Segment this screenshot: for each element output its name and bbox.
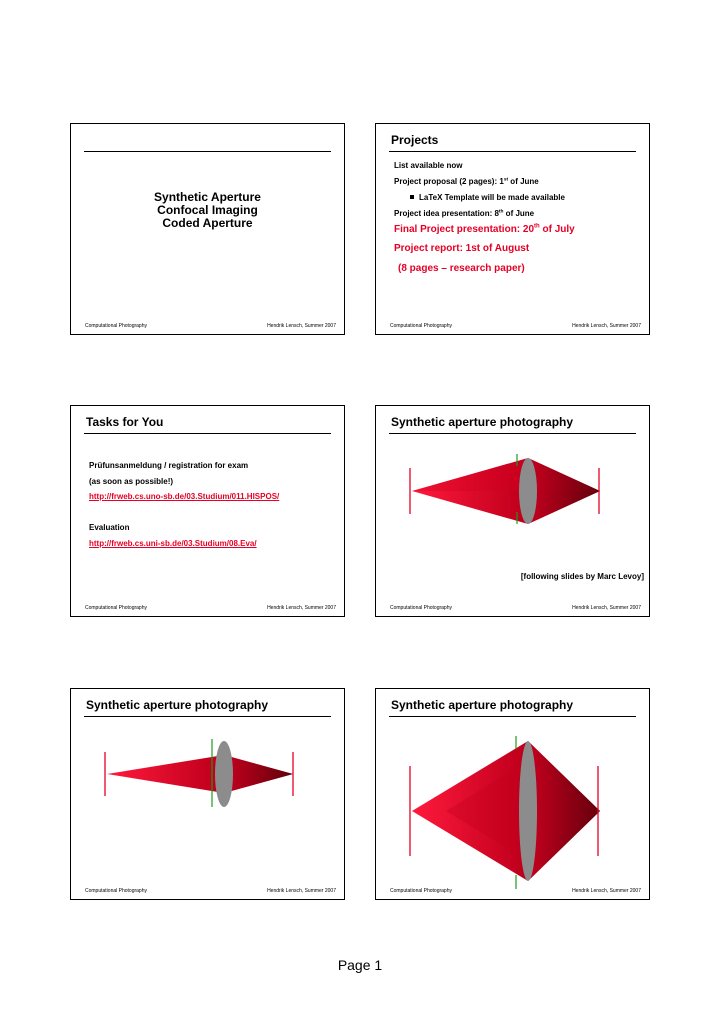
list-available-text: List available now (394, 161, 463, 170)
slide-synthetic-aperture-2 (70, 688, 345, 900)
footer-course: Computational Photography (390, 888, 452, 894)
slide-headline (71, 191, 344, 230)
slide-synthetic-aperture-3 (375, 688, 650, 900)
title-rule (389, 151, 636, 152)
idea-presentation-text: Project idea presentation: 8th of June (394, 209, 535, 218)
slide-title: Synthetic aperture photography (86, 698, 269, 712)
slide-tasks (70, 405, 345, 617)
credit-text: [following slides by Marc Levoy] (520, 572, 644, 581)
slide-title: Synthetic aperture photography (391, 415, 574, 429)
asap-text: (as soon as possible!) (89, 477, 174, 486)
evaluation-link[interactable]: http://frweb.cs.uni-sb.de/03.Studium/08.Eva/ (89, 539, 257, 548)
lens-icon (215, 741, 233, 807)
lens-icon (519, 458, 537, 524)
lens-diagram (376, 406, 649, 616)
slide-synthetic-aperture-1 (375, 405, 650, 617)
evaluation-text: Evaluation (89, 523, 130, 532)
footer-course: Computational Photography (390, 323, 452, 329)
latex-bullet: LaTeX Template will be made available (410, 193, 565, 202)
footer-author: Hendrik Lensch, Summer 2007 (267, 605, 336, 611)
slide-title (70, 123, 345, 335)
footer-course: Computational Photography (85, 605, 147, 611)
footer-author: Hendrik Lensch, Summer 2007 (267, 888, 336, 894)
footer-course: Computational Photography (85, 888, 147, 894)
title-rule (84, 433, 331, 434)
headline-line-3: Coded Aperture (162, 216, 253, 230)
bullet-square-icon (410, 195, 414, 199)
final-presentation-text: Final Project presentation: 20th of July (394, 223, 575, 235)
lens-diagram (376, 689, 649, 899)
lens-diagram (71, 689, 344, 899)
footer-author: Hendrik Lensch, Summer 2007 (267, 323, 336, 329)
footer-course: Computational Photography (390, 605, 452, 611)
report-text: Project report: 1st of August (394, 243, 530, 254)
slide-title: Synthetic aperture photography (391, 698, 574, 712)
slide-projects (375, 123, 650, 335)
hispos-link[interactable]: http://frweb.cs.uno-sb.de/03.Studium/011.HISPOS/ (89, 492, 280, 501)
proposal-text: Project proposal (2 pages): 1st of June (394, 177, 539, 186)
page-number: Page 1 (337, 957, 383, 973)
lens-icon (519, 741, 537, 881)
footer-author: Hendrik Lensch, Summer 2007 (572, 323, 641, 329)
registration-text: Prüfunsanmeldung / registration for exam (89, 461, 249, 470)
headline-line-2: Confocal Imaging (157, 203, 258, 217)
footer-author: Hendrik Lensch, Summer 2007 (572, 888, 641, 894)
slide-title: Projects (391, 133, 439, 147)
footer-course: Computational Photography (85, 323, 147, 329)
report-detail-text: (8 pages – research paper) (398, 263, 525, 274)
headline-line-1: Synthetic Aperture (154, 190, 261, 204)
slide-title: Tasks for You (86, 415, 164, 429)
footer-author: Hendrik Lensch, Summer 2007 (572, 605, 641, 611)
title-rule (84, 151, 331, 152)
